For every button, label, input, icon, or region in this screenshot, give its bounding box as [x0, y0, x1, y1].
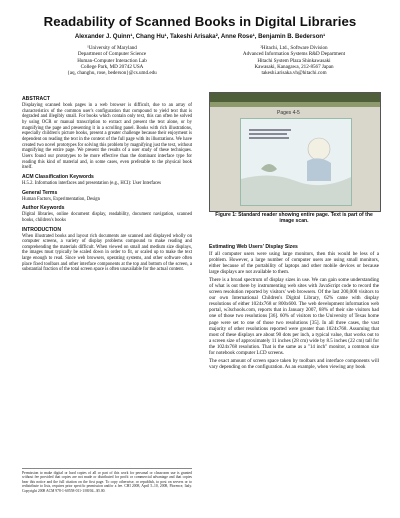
aff-line: ¹University of Maryland: [87, 45, 137, 51]
abstract-heading: ABSTRACT: [22, 96, 51, 102]
left-column: [22, 93, 192, 275]
keywords-heading: Author Keywords: [22, 205, 65, 212]
section-heading: Estimating Web Users' Display Sizes: [209, 244, 298, 250]
affiliation-umd: [22, 45, 202, 76]
aff-line: Department of Computer Science: [77, 51, 147, 58]
intro-heading: INTRODUCTION: [22, 226, 62, 233]
figure-caption: Figure 1: Standard reader showing entire page. Text is part of the image scan.: [215, 212, 373, 225]
aff-line: Kawasaki, Kanagawa, 212-8567 Japan: [254, 63, 334, 70]
aff-line: Hitachi System Plaza Shinkawasaki: [257, 57, 331, 64]
terms-text: Human Factors, Experimentation, Design: [22, 196, 100, 202]
aff-line: ²Hitachi, Ltd., Software Division: [260, 45, 328, 51]
affiliation-hitachi: [204, 45, 384, 76]
acm-heading: ACM Classification Keywords: [22, 173, 94, 180]
aff-line: Advanced Information Systems R&D Department: [242, 51, 346, 58]
figure-screenshot: [209, 92, 381, 212]
copyright-footnote: Permission to make digital or hard copies of all or part of this work for personal or classroom use is granted without fee provided that copies are not made or distributed for profit or commercial advantage and that copies bear this notice and the full citation on the first page. To copy otherwise, or republish, to post on servers or to redistribute to lists, requires prior specific permission and/or a fee. CHI 2008, April 5–10, 2008, Florence, Italy. Copyright 2008 ACM 978-1-60558-011-1/08/04...$5.00.: [22, 468, 192, 493]
figure-page-label: Pages 4-5: [277, 110, 300, 116]
right-column: [209, 241, 379, 372]
figure-subbar: [210, 102, 380, 107]
keywords-text: Digital libraries, online document display, readability, document navigation, scanned books, children's books: [22, 212, 192, 223]
section-paragraph: If all computer users were using large monitors, then this would be less of a problem. However, a large number of computer users are using small monitors, either because of the portability of laptops and other mobile devices or because large displays are not available to them.: [209, 251, 379, 276]
figure-book-page: [240, 118, 352, 206]
author-list: Alexander J. Quinn¹, Chang Hu¹, Takeshi Arisaka², Anne Rose¹, Benjamin B. Bederson¹: [74, 33, 326, 40]
abstract-text: Displaying scanned book pages in a web browser is difficult, due to an array of characteristics of the common user's configuration that compound to yield text that is degraded and illegibly small. For books which contain only text, this can often be solved by using OCR or manual transcription to extract and present the text alone, or by magnifying the page and presenting it in a scrolling panel. Books with rich illustrations, especially children's picture books, present a greater challenge because their enjoyment is dependent on reading the text in the context of the full page with its illustrations. We have created two novel prototypes for solving this problem by magnifying just the text, without magnifying the entire page. We present the results of a user study of these techniques. Users found our prototypes to be more effective than the dominant interface type for reading this kind of material and, in some cases, even preferable to the physical book itself.: [22, 103, 192, 171]
acm-text: H.5.2. Information interfaces and presentation (e.g., HCI): User Interfaces: [22, 180, 162, 186]
paper-title: Readability of Scanned Books in Digital Libraries: [43, 14, 357, 29]
book-illustration: [241, 119, 351, 205]
aff-email: takeshi.arisaka.vh@hitachi.com: [261, 70, 327, 77]
terms-heading: General Terms: [22, 189, 58, 196]
section-paragraph: The exact amount of screen space taken by toolbars and interface components will vary depending on the configuration. As an example, when viewing any book: [209, 357, 379, 370]
aff-email: {aq, changhu, rose, bederson}@cs.umd.edu: [67, 70, 157, 77]
aff-line: Human-Computer Interaction Lab: [77, 57, 147, 64]
figure-toolbar: [210, 93, 380, 102]
aff-line: College Park, MD 20742 USA: [80, 63, 144, 70]
section-paragraph: There is a broad spectrum of display sizes in use. We can gain some understanding of what is out there by instrumenting web sites with JavaScript code to record the screen resolution reported by visitors' web browsers. Of the last 200,000 visitors to our own International Children's Digital Library, 62% came with display resolutions of either 1024x768 or 800x600. The web development information web portal, w3schools.com, reports that in January 2007, 68% of their site visitors had one of those two resolutions [36]. 60% of visitors to the University of Texas home page were set to one of those two resolutions [35]. In all three cases, the vast majority of other resolutions reported were greater than 1024x768. Assuming that most of these displays are about 90 dots per inch, a typical value, that works out to a screen size of approximately 11 inches (28 cm) wide by 8.5 inches (22 cm) tall for the 1024x768 resolution. That is the same as a "14 inch" monitor, a common size for notebook computer LCD screens.: [209, 277, 379, 356]
intro-text: When illustrated books and layout rich documents are scanned and displayed wholly on computer screens, a variety of display problems compound to make reading and comprehending the materials difficult. When viewed on small and medium size displays, the images must typically be scaled down in order to fit, or scaled up to make the text large enough to read. Since web browsers, operating systems, and other software often place fixed toolbars and other interface components at the top and bottom of the screen, a substantial fraction of the total screen space is often unavailable for the actual content.: [22, 233, 192, 273]
